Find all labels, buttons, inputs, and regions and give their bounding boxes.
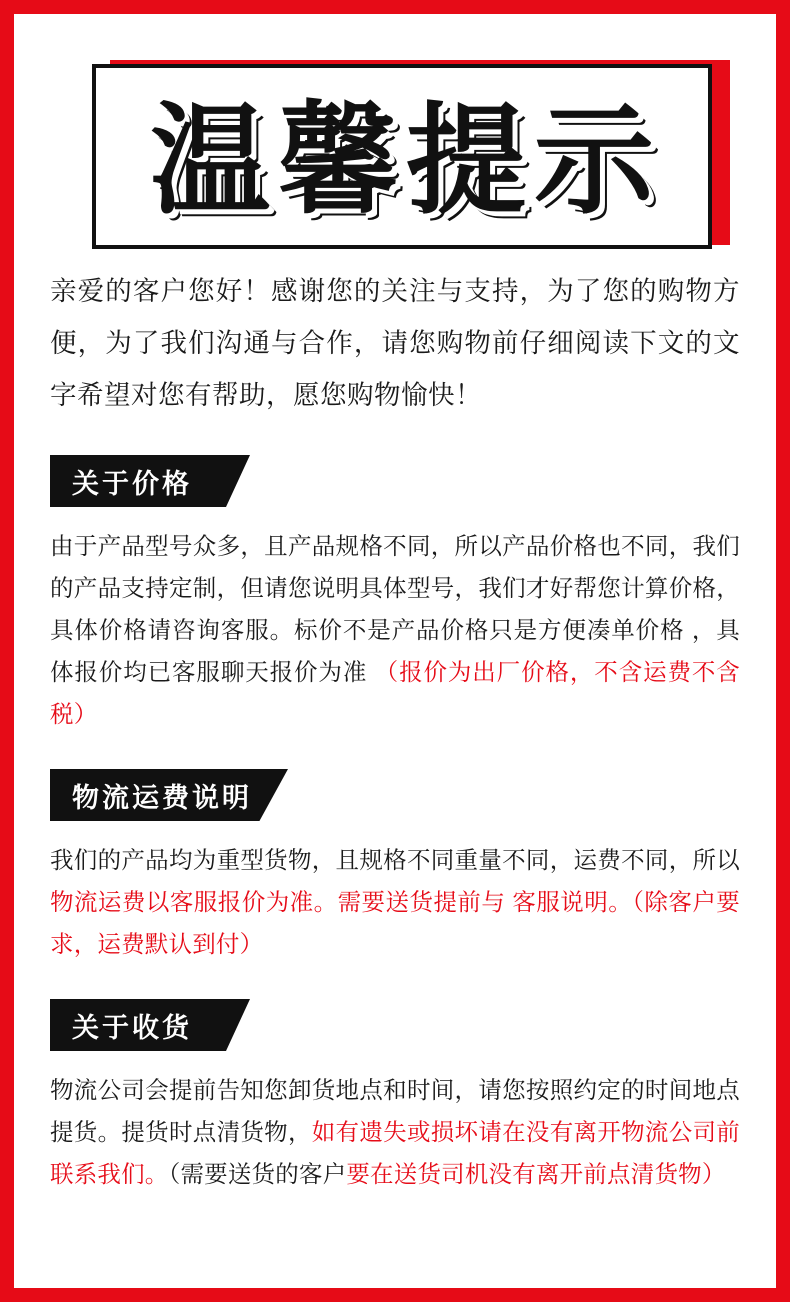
section-heading-label: 关于价格 — [72, 468, 192, 499]
promo-page — [14, 14, 776, 1288]
section-body-receiving — [50, 1069, 740, 1195]
body-text-part: （需要送货的客户 — [168, 1161, 347, 1187]
section-heading-flag-pricing — [50, 455, 250, 507]
section-heading-flag-receiving — [50, 999, 250, 1051]
title-banner — [14, 42, 776, 257]
page-title: 温馨提示 — [150, 93, 662, 228]
section-body-pricing — [50, 525, 740, 735]
body-text-highlight: 如有遗失或损坏请在没有离开物流公司前联系我们。 — [50, 1119, 740, 1187]
section-shipping — [50, 769, 740, 965]
body-text-part: 物流公司会提前告知您卸货地点和时间，请您按照约定的时间地点提货。提货时点清货物， — [50, 1077, 740, 1145]
bottom-spacer — [14, 1195, 776, 1235]
section-heading-label: 物流运费说明 — [72, 782, 252, 813]
body-text-highlight: 物流运费以客服报价为准。需要送货提前与 客服说明。（除客户要求，运费默认到付） — [50, 889, 740, 957]
section-heading-label: 关于收货 — [72, 1012, 192, 1043]
banner-frame — [92, 64, 712, 249]
body-text-part: 我们的产品均为重型货物，且规格不同重量不同，运费不同，所以 — [50, 847, 740, 873]
section-pricing — [50, 455, 740, 735]
body-text-highlight: （报价为出厂价格，不含运费不含税） — [50, 659, 740, 727]
intro-paragraph: 亲爱的客户您好！感谢您的关注与支持，为了您的购物方便，为了我们沟通与合作，请您购物前仔细阅读下文的文字希望对您有帮助，愿您购物愉快！ — [50, 276, 740, 410]
section-heading-flag-shipping — [50, 769, 288, 821]
body-text-part: 由于产品型号众多，且产品规格不同，所以产品价格也不同，我们的产品支持定制，但请您说明具体型号，我们才好帮您计算价格，具体价格请咨询客服。标价不是产品价格只是方便凑单价格 ，具体报价均已客服聊天报价为准 — [50, 533, 740, 685]
section-body-shipping — [50, 839, 740, 965]
body-text-highlight: 要在送货司机没有离开前点清货物） — [346, 1161, 726, 1187]
section-receiving — [50, 999, 740, 1195]
